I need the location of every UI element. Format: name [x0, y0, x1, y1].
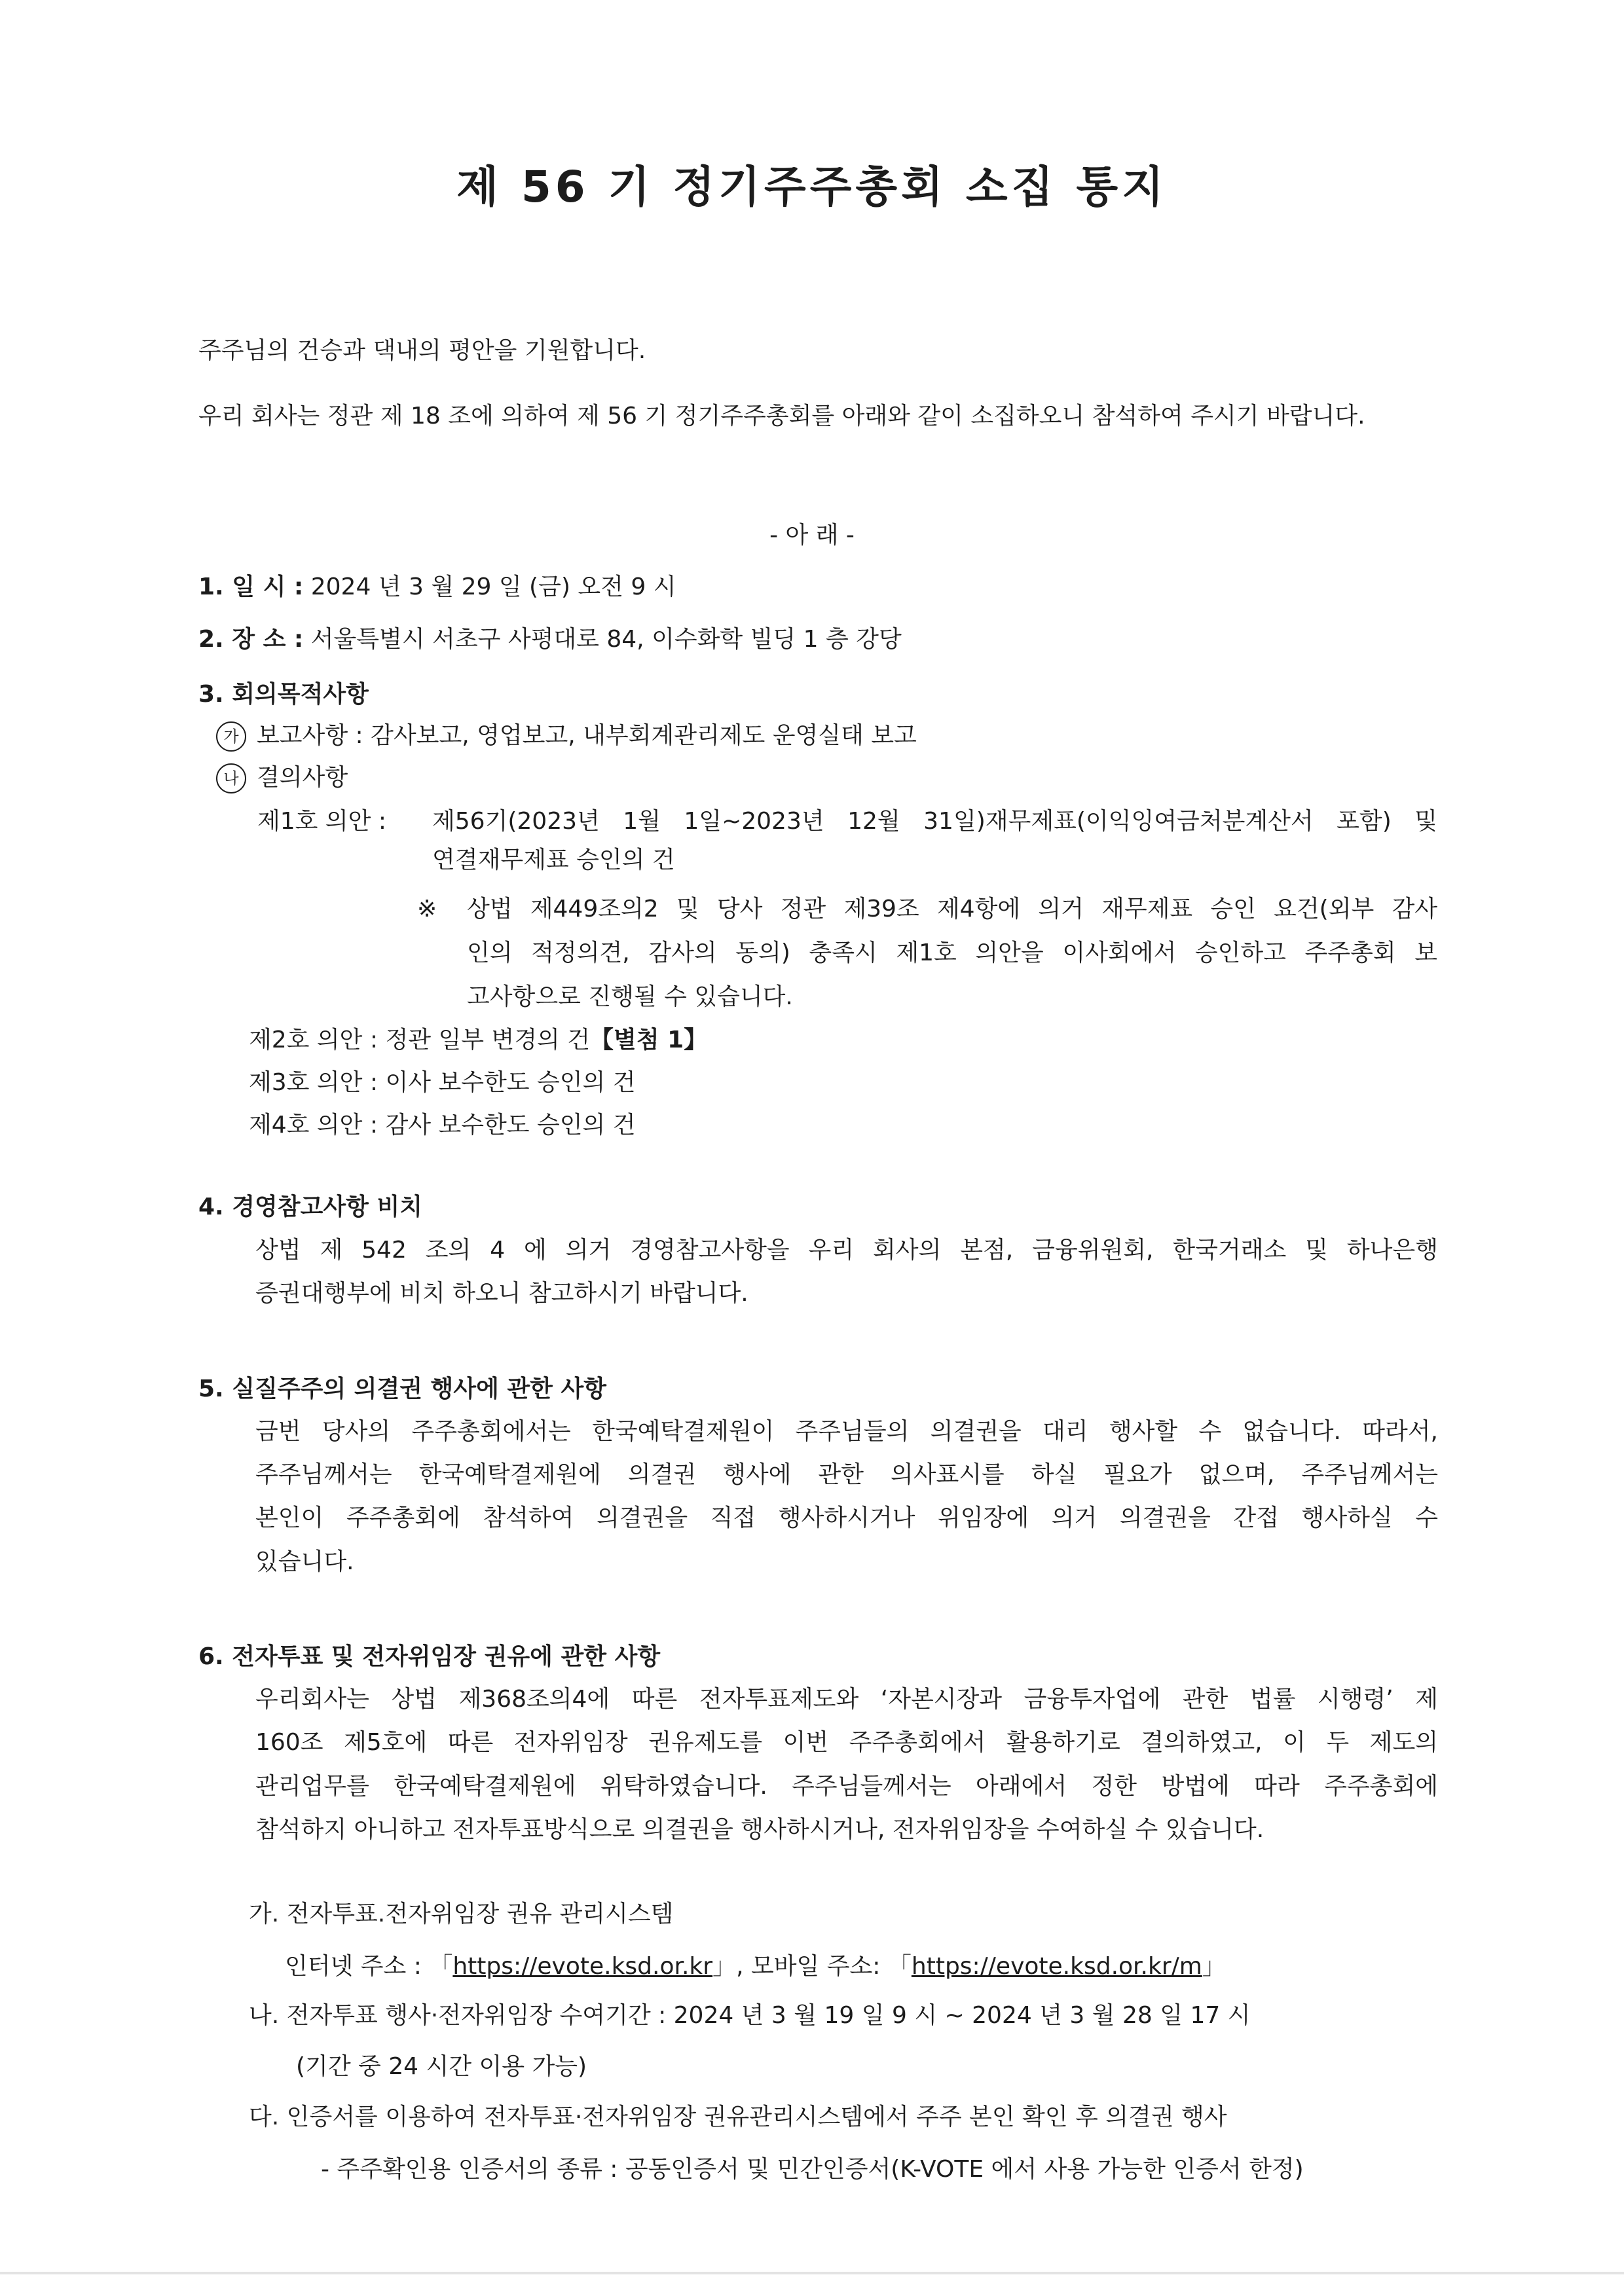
item-voting-line4: 있습니다. [255, 1548, 354, 1575]
note-line2: 인의 적정의견, 감사의 동의) 충족시 제1호 의안을 이사회에서 승인하고 주주총회 보 [467, 939, 1437, 966]
page-bottom-edge [0, 2272, 1624, 2274]
evote-certificate-note: - 주주확인용 인증서의 종류 : 공동인증서 및 민간인증서(K-VOTE 에서 사용 가능한 인증서 한정) [321, 2156, 1304, 2183]
agenda2-attachment-tag: 【별첨 1】 [590, 1027, 708, 1053]
mobile-address-close: 」 [1202, 1953, 1226, 1980]
mobile-address-label: 」, 모바일 주소: 「 [712, 1953, 912, 1980]
item-place [198, 624, 902, 655]
agenda1-line2: 연결재무제표 승인의 건 [432, 847, 675, 873]
report-matters-text: 보고사항 : 감사보고, 영업보고, 내부회계관리제도 운영실태 보고 [257, 722, 917, 749]
item-evote-line2: 160조 제5호에 따른 전자위임장 권유제도를 이번 주주총회에서 활용하기로 결의하였고, 이 두 제도의 [255, 1729, 1438, 1756]
agenda1-line1: 제56기(2023년 1월 1일~2023년 12월 31일)재무제표(이익잉여금처분계산서 포함) 및 [432, 808, 1437, 835]
item-date-value: 2024 년 3 월 29 일 (금) 오전 9 시 [310, 574, 676, 600]
note-line1: 상법 제449조의2 및 당사 정관 제39조 제4항에 의거 재무제표 승인 요건(외부 감사 [467, 896, 1437, 922]
item-reference-line2: 증권대행부에 비치 하오니 참고하시기 바랍니다. [255, 1280, 748, 1307]
item-voting-line3: 본인이 주주총회에 참석하여 의결권을 직접 행사하시거나 위임장에 의거 의결권을 간접 행사하실 수 [255, 1504, 1438, 1531]
item-evote-line4: 참석하지 아니하고 전자투표방식으로 의결권을 행사하시거나, 전자위임장을 수여하실 수 있습니다. [255, 1816, 1264, 1843]
intro-paragraph: 우리 회사는 정관 제 18 조에 의하여 제 56 기 정기주주총회를 아래와 같이 소집하오니 참석하여 주시기 바랍니다. [198, 403, 1365, 429]
report-matters [216, 720, 917, 752]
item-voting-line2: 주주님께서는 한국예탁결제원에 의결권 행사에 관한 의사표시를 하실 필요가 없으며, 주주님께서는 [255, 1461, 1438, 1488]
item-evote-line1: 우리회사는 상법 제368조의4에 따른 전자투표제도와 ‘자본시장과 금융투자업에 관한 법률 시행령’ 제 [255, 1686, 1438, 1713]
agenda2 [249, 1025, 707, 1056]
note-mark: ※ [417, 896, 437, 922]
item-reference-line1: 상법 제 542 조의 4 에 의거 경영참고사항을 우리 회사의 본점, 금융위원회, 한국거래소 및 하나은행 [255, 1237, 1438, 1264]
page-title: 제 56 기 정기주주총회 소집 통지 [456, 162, 1168, 212]
agenda2-text: 제2호 의안 : 정관 일부 변경의 건 [249, 1027, 591, 1053]
mobile-address-link[interactable]: https://evote.ksd.or.kr/m [911, 1953, 1202, 1980]
evote-certificate: 다. 인증서를 이용하여 전자투표·전자위임장 권유관리시스템에서 주주 본인 확인 후 의결권 행사 [249, 2104, 1227, 2130]
item-evote-line3: 관리업무를 한국예탁결제원에 위탁하였습니다. 주주님들께서는 아래에서 정한 방법에 따라 주주총회에 [255, 1773, 1438, 1800]
evote-period: 나. 전자투표 행사·전자위임장 수여기간 : 2024 년 3 월 19 일 9 시 ~ 2024 년 3 월 28 일 17 시 [249, 2002, 1251, 2029]
item-place-value: 서울특별시 서초구 사평대로 84, 이수화학 빌딩 1 층 강당 [310, 626, 902, 653]
internet-address-link[interactable]: https://evote.ksd.or.kr [452, 1953, 713, 1980]
item-date-label: 1. 일 시 : [198, 574, 304, 600]
item-evote-heading: 6. 전자투표 및 전자위임장 권유에 관한 사항 [198, 1643, 661, 1670]
notice-header: - 아 래 - [769, 522, 855, 549]
agenda3: 제3호 의안 : 이사 보수한도 승인의 건 [249, 1069, 636, 1096]
evote-period-note: (기간 중 24 시간 이용 가능) [296, 2053, 587, 2080]
item-voting-line1: 금번 당사의 주주총회에서는 한국예탁결제원이 주주님들의 의결권을 대리 행사할 수 없습니다. 따라서, [255, 1418, 1438, 1445]
circled-ga-icon: 가 [216, 721, 246, 752]
item-date [198, 572, 676, 603]
internet-address-label: 인터넷 주소 : 「 [285, 1953, 453, 1980]
resolution-matters-text: 결의사항 [257, 764, 348, 791]
item-reference-heading: 4. 경영참고사항 비치 [198, 1194, 422, 1220]
item-place-label: 2. 장 소 : [198, 626, 304, 653]
item-voting-heading: 5. 실질주주의 의결권 행사에 관한 사항 [198, 1376, 607, 1402]
evote-system-title: 가. 전자투표.전자위임장 권유 관리시스템 [249, 1901, 674, 1927]
greeting: 주주님의 건승과 댁내의 평안을 기원합니다. [198, 337, 646, 364]
circled-na-icon: 나 [216, 763, 246, 793]
resolution-matters [216, 762, 348, 793]
item-agenda-heading: 3. 회의목적사항 [198, 681, 369, 708]
note-line3: 고사항으로 진행될 수 있습니다. [467, 983, 793, 1010]
evote-addresses [285, 1951, 1226, 1982]
agenda1-label: 제1호 의안 : [257, 808, 387, 835]
agenda4: 제4호 의안 : 감사 보수한도 승인의 건 [249, 1112, 636, 1139]
